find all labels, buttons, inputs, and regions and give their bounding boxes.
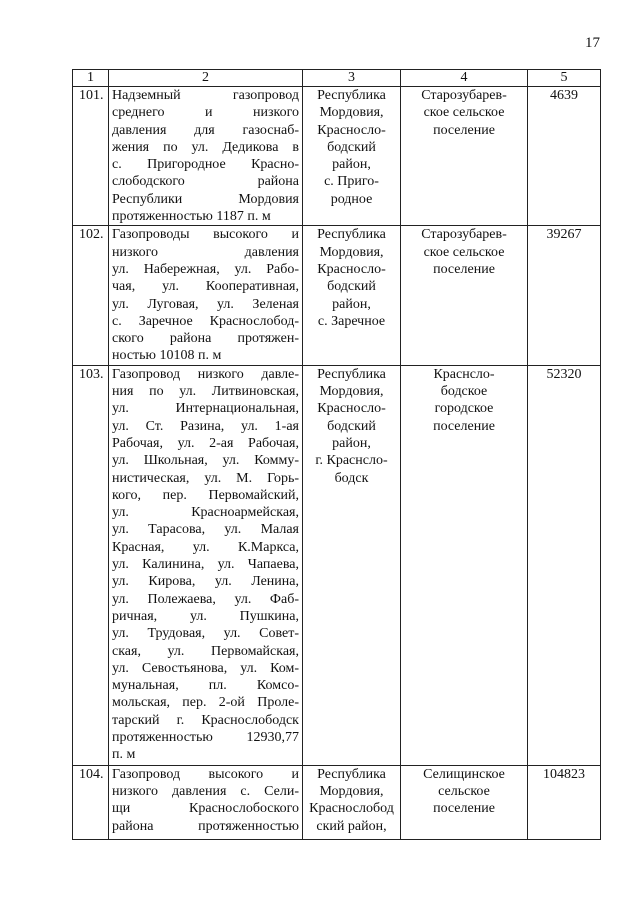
description-line: жения по ул. Дедикова в bbox=[112, 139, 299, 155]
description-line: ул. Кирова, ул. Ленина, bbox=[112, 574, 299, 590]
subject-line: Республика bbox=[317, 88, 386, 103]
row-value: 4639 bbox=[528, 87, 601, 226]
settlement-line: бодское bbox=[440, 384, 488, 400]
description-line: Республики Мордовия bbox=[112, 191, 299, 207]
settlement-line: городское bbox=[434, 401, 494, 417]
description-line: среднего и низкого bbox=[112, 105, 299, 121]
description-line: мольская, пер. 2-ой Проле- bbox=[112, 695, 299, 711]
description-line: протяженностью 12930,77 bbox=[112, 729, 299, 745]
settlement-line: сельское bbox=[438, 784, 490, 800]
description-line: протяженностью 1187 п. м bbox=[112, 209, 271, 225]
subject-line: с. Приго- bbox=[324, 174, 379, 190]
subject-line: бодский bbox=[327, 418, 376, 434]
subject-line: район, bbox=[332, 296, 371, 312]
settlement-line: ское сельское bbox=[423, 244, 505, 260]
settlement-line: ское сельское bbox=[423, 105, 505, 121]
row-number: 102. bbox=[73, 226, 109, 365]
description-line: ул. Севостьянова, ул. Ком- bbox=[112, 660, 299, 676]
subject-line: Мордовия, bbox=[319, 384, 384, 400]
description-line: нистическая, ул. М. Горь- bbox=[112, 470, 299, 486]
description-line: ричная, ул. Пушкина, bbox=[112, 608, 299, 624]
description-line: давления для газоснаб- bbox=[112, 122, 299, 138]
settlement-line: Селищинское bbox=[423, 766, 505, 782]
row-description bbox=[109, 365, 303, 765]
description-line: ул. Интернациональная, bbox=[112, 401, 299, 417]
subject-line: Республика bbox=[317, 766, 386, 782]
subject-line: Красносло- bbox=[317, 261, 386, 277]
row-value: 52320 bbox=[528, 365, 601, 765]
registry-table bbox=[72, 69, 601, 840]
row-description bbox=[109, 765, 303, 839]
description-line: тарский г. Краснослободск bbox=[112, 712, 299, 728]
settlement-line: поселение bbox=[433, 122, 495, 138]
subject-line: с. Заречное bbox=[317, 313, 386, 329]
subject-line: г. Краснсло- bbox=[315, 453, 388, 469]
row-subject bbox=[303, 226, 401, 365]
table-row bbox=[73, 87, 601, 226]
settlement-line: поселение bbox=[433, 801, 495, 817]
description-line: ул. Красноармейская, bbox=[112, 505, 299, 521]
description-line: мунальная, пл. Комсо- bbox=[112, 678, 299, 694]
table-row bbox=[73, 365, 601, 765]
row-subject bbox=[303, 765, 401, 839]
description-line: с. Пригородное Красно- bbox=[112, 157, 299, 173]
row-number: 101. bbox=[73, 87, 109, 226]
row-subject bbox=[303, 365, 401, 765]
row-value: 104823 bbox=[528, 765, 601, 839]
column-header: 4 bbox=[401, 70, 528, 87]
page-number: 17 bbox=[585, 35, 600, 51]
subject-line: бодский bbox=[327, 139, 376, 155]
subject-line: Красносло- bbox=[317, 122, 386, 138]
description-line: ния по ул. Литвиновская, bbox=[112, 384, 299, 400]
column-header: 3 bbox=[303, 70, 401, 87]
description-line: щи Краснослобоского bbox=[112, 801, 299, 817]
table-row bbox=[73, 226, 601, 365]
table-header-row bbox=[73, 70, 601, 87]
description-line: низкого давления bbox=[112, 244, 299, 260]
description-line: Надземный газопровод bbox=[112, 88, 299, 103]
description-line: района протяженностью bbox=[112, 818, 299, 834]
column-header: 2 bbox=[109, 70, 303, 87]
settlement-line: Старозубарев- bbox=[421, 227, 507, 243]
subject-line: Красносло- bbox=[317, 401, 386, 417]
subject-line: бодск bbox=[334, 470, 369, 486]
row-settlement bbox=[401, 765, 528, 839]
column-header: 5 bbox=[528, 70, 601, 87]
subject-line: родное bbox=[330, 191, 373, 207]
settlement-line: Краснсло- bbox=[433, 366, 495, 382]
description-line: ул. Школьная, ул. Комму- bbox=[112, 453, 299, 469]
table-row bbox=[73, 765, 601, 839]
description-line: ул. Тарасова, ул. Малая bbox=[112, 522, 299, 538]
row-settlement bbox=[401, 226, 528, 365]
row-description bbox=[109, 87, 303, 226]
description-line: ская, ул. Первомайская, bbox=[112, 643, 299, 659]
description-line: Газопровод низкого давле- bbox=[112, 366, 299, 382]
description-line: слободского района bbox=[112, 174, 299, 190]
description-line: Рабочая, ул. 2-ая Рабочая, bbox=[112, 435, 299, 451]
description-line: Газопроводы высокого и bbox=[112, 227, 299, 243]
subject-line: Мордовия, bbox=[319, 244, 384, 260]
row-number: 104. bbox=[73, 765, 109, 839]
description-line: с. Заречное Краснослобод- bbox=[112, 313, 299, 329]
subject-line: Краснослобод bbox=[309, 801, 394, 817]
subject-line: Мордовия, bbox=[319, 784, 384, 800]
row-description bbox=[109, 226, 303, 365]
description-line: Красная, ул. К.Маркса, bbox=[112, 539, 299, 555]
description-line: ул. Калинина, ул. Чапаева, bbox=[112, 557, 299, 573]
description-line: ул. Полежаева, ул. Фаб- bbox=[112, 591, 299, 607]
row-settlement bbox=[401, 365, 528, 765]
subject-line: бодский bbox=[327, 279, 376, 295]
description-line: чая, ул. Кооперативная, bbox=[112, 279, 299, 295]
description-line: ул. Трудовая, ул. Совет- bbox=[112, 626, 299, 642]
settlement-line: поселение bbox=[433, 261, 495, 277]
settlement-line: Старозубарев- bbox=[421, 88, 507, 103]
description-line: ул. Набережная, ул. Рабо- bbox=[112, 261, 299, 277]
row-settlement bbox=[401, 87, 528, 226]
subject-line: Республика bbox=[317, 366, 386, 382]
subject-line: Республика bbox=[317, 227, 386, 243]
subject-line: ский район, bbox=[316, 818, 387, 834]
description-line: п. м bbox=[112, 747, 136, 763]
row-number: 103. bbox=[73, 365, 109, 765]
description-line: ностью 10108 п. м bbox=[112, 348, 222, 364]
description-line: ул. Ст. Разина, ул. 1-ая bbox=[112, 418, 299, 434]
description-line: ул. Луговая, ул. Зеленая bbox=[112, 296, 299, 312]
settlement-line: поселение bbox=[433, 418, 495, 434]
row-value: 39267 bbox=[528, 226, 601, 365]
subject-line: район, bbox=[332, 435, 371, 451]
description-line: кого, пер. Первомайский, bbox=[112, 487, 299, 503]
subject-line: район, bbox=[332, 157, 371, 173]
description-line: низкого давления с. Сели- bbox=[112, 784, 299, 800]
row-subject bbox=[303, 87, 401, 226]
column-header: 1 bbox=[73, 70, 109, 87]
description-line: Газопровод высокого и bbox=[112, 766, 299, 782]
description-line: ского района протяжен- bbox=[112, 331, 299, 347]
subject-line: Мордовия, bbox=[319, 105, 384, 121]
